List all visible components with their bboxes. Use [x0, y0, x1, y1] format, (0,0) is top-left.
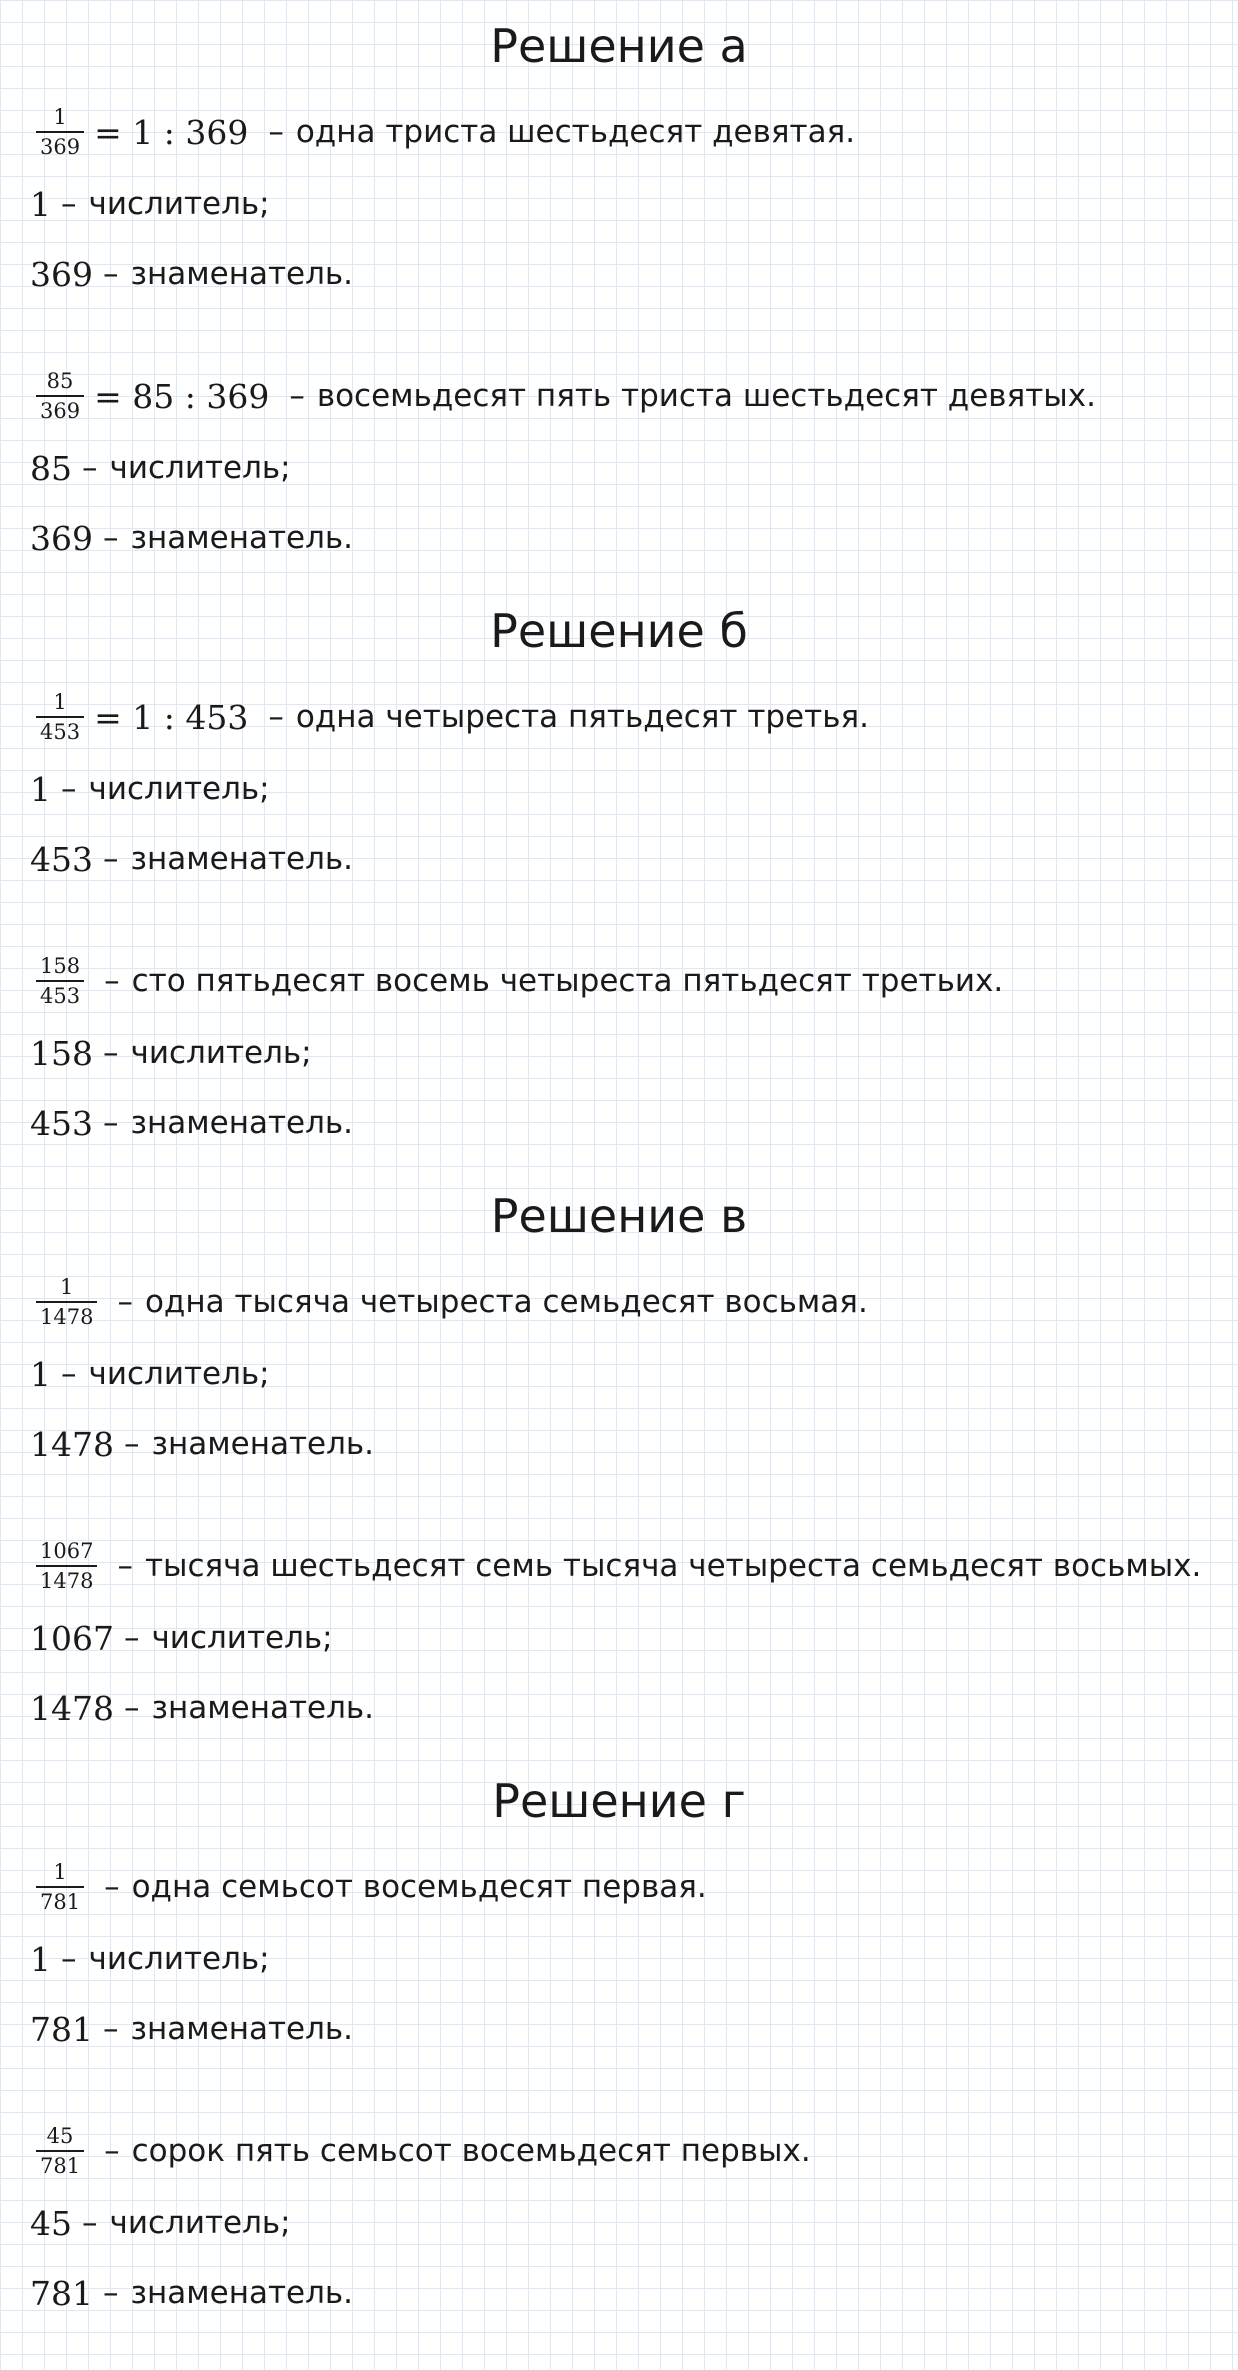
- denominator-line: [30, 2263, 353, 2323]
- fraction-numerator: 158: [40, 954, 81, 978]
- dash: –: [103, 256, 119, 292]
- dash: –: [123, 1690, 140, 1726]
- numerator-line: [30, 438, 291, 498]
- denominator-line: [30, 244, 353, 304]
- denominator-value: 1478: [30, 1688, 114, 1728]
- denominator-line: [30, 1414, 374, 1474]
- fraction: [36, 369, 84, 423]
- fraction: [36, 690, 84, 744]
- numerator-label: числитель;: [88, 1356, 270, 1392]
- dash: –: [103, 2275, 119, 2311]
- denominator-value: 1478: [30, 1424, 114, 1464]
- fraction-denominator: 781: [36, 1886, 84, 1914]
- dash: –: [123, 1620, 140, 1656]
- dash: –: [289, 378, 305, 414]
- denominator-label: знаменатель.: [151, 1690, 375, 1726]
- numerator-line: [30, 1023, 312, 1083]
- fraction-numerator: 1: [53, 1860, 67, 1884]
- fraction-denominator: 369: [36, 395, 84, 423]
- denominator-label: знаменатель.: [130, 2011, 354, 2047]
- denominator-value: 453: [30, 1103, 93, 1143]
- fraction-numerator: 1: [53, 690, 67, 714]
- dash: –: [61, 1941, 77, 1977]
- dash: –: [103, 841, 119, 877]
- fraction: [36, 954, 84, 1008]
- fraction-numerator: 85: [46, 369, 74, 393]
- section-heading: Решение в: [490, 1189, 748, 1243]
- dash: –: [103, 2011, 119, 2047]
- numerator-line: [30, 1929, 270, 1989]
- numerator-label: числитель;: [109, 2205, 291, 2241]
- fraction-reading: тысяча шестьдесят семь тысяча четыреста семьдесят восьмых.: [144, 1548, 1202, 1584]
- denominator-line: [30, 829, 353, 889]
- denominator-label: знаменатель.: [151, 1426, 375, 1462]
- numerator-label: числитель;: [130, 1035, 312, 1071]
- denominator-label: знаменатель.: [130, 256, 354, 292]
- fraction-reading: одна триста шестьдесят девятая.: [295, 114, 856, 150]
- denominator-line: [30, 1093, 353, 1153]
- dash: –: [82, 450, 98, 486]
- numerator-label: числитель;: [88, 1941, 270, 1977]
- denominator-line: [30, 1678, 374, 1738]
- fraction-line: [30, 1272, 868, 1332]
- denominator-line: [30, 508, 353, 568]
- denominator-label: знаменатель.: [130, 841, 354, 877]
- fraction-reading: восемьдесят пять триста шестьдесят девятых.: [316, 378, 1096, 414]
- fraction-line: [30, 2121, 811, 2181]
- dash: –: [268, 699, 284, 735]
- dash: –: [61, 186, 77, 222]
- fraction-denominator: 453: [36, 980, 84, 1008]
- fraction: [36, 1275, 97, 1329]
- section-heading: Решение б: [490, 604, 748, 658]
- numerator-value: 1: [30, 184, 51, 224]
- denominator-label: знаменатель.: [130, 520, 354, 556]
- division-expression: = 1 : 369: [94, 112, 249, 152]
- fraction-denominator: 369: [36, 131, 84, 159]
- numerator-line: [30, 759, 270, 819]
- numerator-line: [30, 1608, 333, 1668]
- dash: –: [103, 520, 119, 556]
- fraction-reading: одна семьсот восемьдесят первая.: [131, 1869, 707, 1905]
- fraction-reading: сто пятьдесят восемь четыреста пятьдесят третьих.: [131, 963, 1004, 999]
- fraction-line: [30, 1536, 1201, 1596]
- fraction-line: [30, 951, 1003, 1011]
- dash: –: [117, 1284, 133, 1320]
- numerator-label: числитель;: [88, 186, 270, 222]
- fraction-numerator: 1: [60, 1275, 74, 1299]
- numerator-line: [30, 2193, 291, 2253]
- fraction-denominator: 1478: [36, 1565, 97, 1593]
- numerator-value: 1: [30, 1354, 51, 1394]
- denominator-value: 781: [30, 2273, 93, 2313]
- denominator-line: [30, 1999, 353, 2059]
- fraction-numerator: 1: [53, 105, 67, 129]
- fraction: [36, 1860, 84, 1914]
- division-expression: = 1 : 453: [94, 697, 249, 737]
- dash: –: [61, 1356, 77, 1392]
- section-heading: Решение а: [490, 19, 748, 73]
- denominator-label: знаменатель.: [130, 2275, 354, 2311]
- dash: –: [104, 2133, 120, 2169]
- fraction-reading: одна тысяча четыреста семьдесят восьмая.: [144, 1284, 868, 1320]
- numerator-value: 1067: [30, 1618, 114, 1658]
- dash: –: [82, 2205, 98, 2241]
- numerator-label: числитель;: [109, 450, 291, 486]
- numerator-value: 1: [30, 1939, 51, 1979]
- division-expression: = 85 : 369: [94, 376, 270, 416]
- section-heading: Решение г: [492, 1774, 746, 1828]
- dash: –: [104, 963, 120, 999]
- fraction-line: [30, 687, 869, 747]
- denominator-value: 369: [30, 254, 93, 294]
- denominator-value: 369: [30, 518, 93, 558]
- denominator-value: 453: [30, 839, 93, 879]
- fraction-numerator: 1067: [40, 1539, 94, 1563]
- fraction-numerator: 45: [46, 2124, 74, 2148]
- fraction: [36, 105, 84, 159]
- numerator-value: 45: [30, 2203, 72, 2243]
- dash: –: [103, 1105, 119, 1141]
- numerator-line: [30, 174, 270, 234]
- fraction-denominator: 1478: [36, 1301, 97, 1329]
- dash: –: [61, 771, 77, 807]
- numerator-value: 1: [30, 769, 51, 809]
- fraction-line: [30, 366, 1096, 426]
- fraction-denominator: 453: [36, 716, 84, 744]
- dash: –: [123, 1426, 140, 1462]
- numerator-value: 85: [30, 448, 72, 488]
- numerator-label: числитель;: [151, 1620, 333, 1656]
- denominator-label: знаменатель.: [130, 1105, 354, 1141]
- denominator-value: 781: [30, 2009, 93, 2049]
- fraction-reading: сорок пять семьсот восемьдесят первых.: [131, 2133, 811, 2169]
- numerator-label: числитель;: [88, 771, 270, 807]
- dash: –: [103, 1035, 119, 1071]
- dash: –: [117, 1548, 133, 1584]
- numerator-line: [30, 1344, 270, 1404]
- fraction-reading: одна четыреста пятьдесят третья.: [295, 699, 869, 735]
- fraction-denominator: 781: [36, 2150, 84, 2178]
- fraction: [36, 1539, 97, 1593]
- numerator-value: 158: [30, 1033, 93, 1073]
- dash: –: [104, 1869, 120, 1905]
- fraction-line: [30, 1857, 707, 1917]
- dash: –: [268, 114, 284, 150]
- fraction-line: [30, 102, 855, 162]
- fraction: [36, 2124, 84, 2178]
